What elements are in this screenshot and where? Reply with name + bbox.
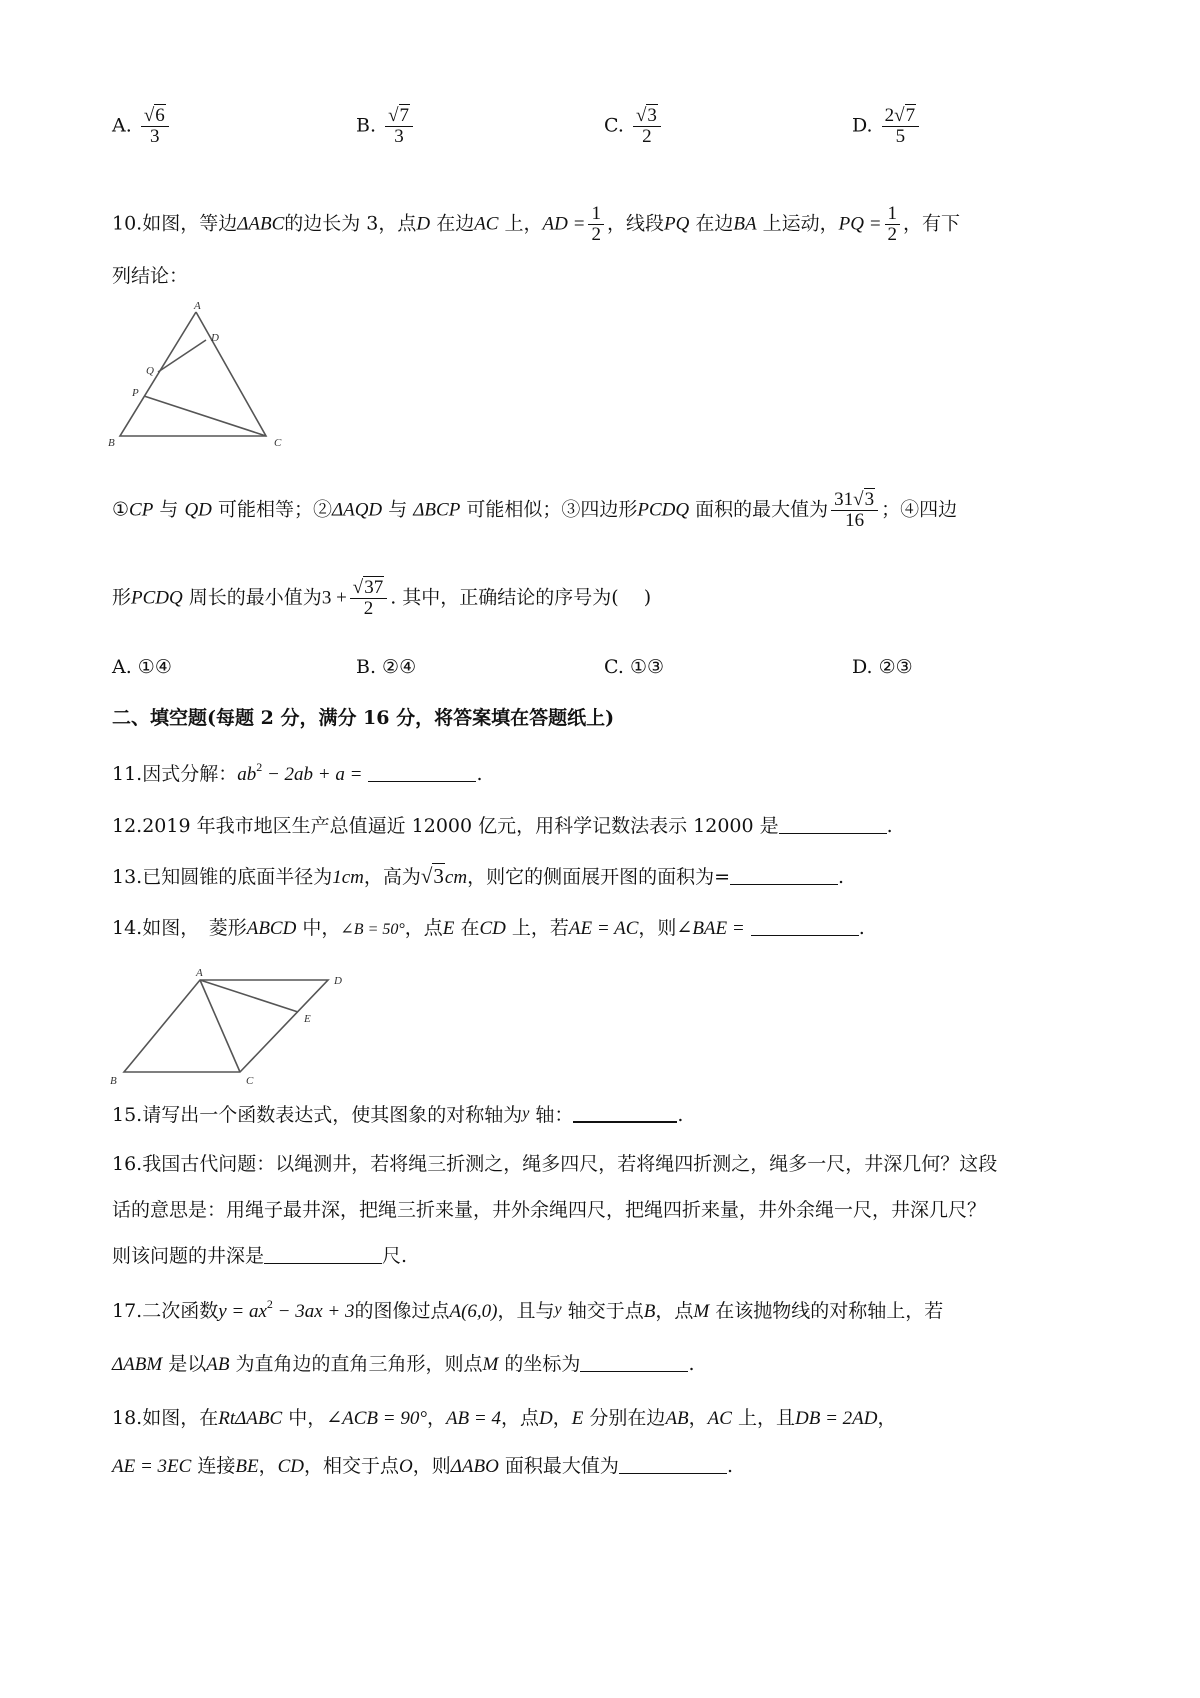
segment-ae: [200, 980, 298, 1012]
q18-line1: 18.如图，在RtΔABC 中，∠ACB = 90°，AB = 4，点D，E 分别在边AB，AC 上，且DB = 2AD，: [112, 1407, 897, 1429]
answer-blank[interactable]: [573, 1101, 677, 1123]
q17-line2: ΔABM 是以AB 为直角边的直角三角形，则点M 的坐标为 .: [112, 1353, 695, 1375]
q12: 12.2019 年我市地区生产总值逼近 12000 亿元，用科学记数法表示 12000 是 .: [112, 815, 893, 837]
q18-line2: AE = 3EC 连接BE，CD，相交于点O，则ΔABO 面积最大值为 .: [112, 1455, 733, 1477]
label-b: B: [110, 1075, 117, 1087]
q9-option-a[interactable]: A. $\frac{√6}{3}$: [112, 106, 172, 147]
label-b: B: [108, 437, 115, 449]
q9-option-d[interactable]: D. $\frac{2√7}{5}$: [852, 106, 922, 147]
label-a: A: [196, 967, 203, 979]
q11: 11.因式分解：$ab^2 - 2ab + a$ = .: [112, 760, 483, 785]
q17-line1: 17.二次函数$y = ax^2 - 3ax + 3$的图像过点A(6,0)，且与y 轴交于点B，点M 在该抛物线的对称轴上，若: [112, 1297, 944, 1322]
q10-line2: 列结论：: [112, 265, 189, 287]
q14-figure: [106, 962, 356, 1088]
q16-line1: 16.我国古代问题：以绳测井，若将绳三折测之，绳多四尺，若将绳四折测之，绳多一尺，井深几何？这段: [112, 1153, 998, 1175]
radicand: 7: [905, 105, 916, 126]
q13: 13.已知圆锥的底面半径为1cm，高为√3cm，则它的侧面展开图的面积为= .: [112, 864, 845, 888]
radicand: 3: [647, 105, 657, 126]
q10-option-b[interactable]: B. ②④: [356, 656, 417, 678]
label-q: Q: [146, 365, 154, 377]
answer-blank[interactable]: [619, 1453, 727, 1474]
denominator: 5: [895, 125, 906, 147]
denominator: 3: [394, 125, 404, 147]
coefficient: 2: [884, 105, 895, 126]
q10-option-d[interactable]: D. ②③: [852, 656, 913, 678]
q10-line1: 10.如图，等边ΔABC的边长为 3，点D 在边AC 上，AD = $\frac{1}{2}$ ，线段PQ 在边BA 上运动，PQ = $\frac{1}{2}$ ，有下: [112, 203, 961, 245]
answer-blank[interactable]: [730, 864, 838, 885]
q10-conclusions-line2: 形PCDQ 周长的最小值为3 + $\frac{√37}{2}$ . 其中，正确结论的序号为( ): [112, 577, 652, 619]
q16-line3: 则该问题的井深是 尺.: [112, 1245, 408, 1267]
label-d: D: [334, 975, 342, 987]
q9-option-b[interactable]: B. $\frac{√7}{3}$: [356, 106, 416, 147]
q10-conclusions-line1: ①CP 与 QD 可能相等；②ΔAQD 与 ΔBCP 可能相似；③四边形PCDQ 面积的最大值为 $\frac{31√3}{16}$ ；④四边: [112, 489, 958, 531]
section-heading: 二、填空题(每题 2 分，满分 16 分，将答案填在答题纸上): [112, 707, 615, 729]
denominator: 3: [150, 125, 160, 147]
answer-blank[interactable]: [751, 915, 859, 936]
radicand: 7: [399, 105, 409, 126]
label-p: P: [132, 387, 139, 399]
q14: 14.如图， 菱形ABCD 中，∠B = 50°，点E 在CD 上，若AE = AC，则∠BAE = .: [112, 917, 865, 939]
segment-qd: [158, 340, 206, 372]
answer-blank[interactable]: [368, 761, 476, 782]
label-d: D: [211, 332, 219, 344]
triangle-abc: [120, 312, 266, 436]
label-c: C: [274, 437, 282, 449]
answer-blank[interactable]: [779, 813, 887, 834]
q10-option-a[interactable]: A. ①④: [112, 656, 172, 678]
answer-blank[interactable]: [580, 1351, 688, 1372]
label-e: E: [304, 1013, 311, 1025]
q16-line2: 话的意思是：用绳子最井深，把绳三折来量，井外余绳四尺，把绳四折来量，井外余绳一尺，井深几尺？: [112, 1199, 987, 1221]
rhombus-abcd: [124, 980, 328, 1072]
q9-option-c[interactable]: C. $\frac{√3}{2}$: [604, 106, 664, 147]
answer-blank[interactable]: [264, 1243, 382, 1264]
q15: 15.请写出一个函数表达式，使其图象的对称轴为y 轴： .: [112, 1100, 683, 1129]
q10-option-c[interactable]: C. ①③: [604, 656, 665, 678]
label-a: A: [194, 300, 201, 312]
denominator: 2: [642, 125, 652, 147]
label-c: C: [246, 1075, 254, 1087]
radicand: 6: [155, 105, 165, 126]
q10-figure: [108, 300, 298, 452]
segment-ac: [200, 980, 240, 1072]
